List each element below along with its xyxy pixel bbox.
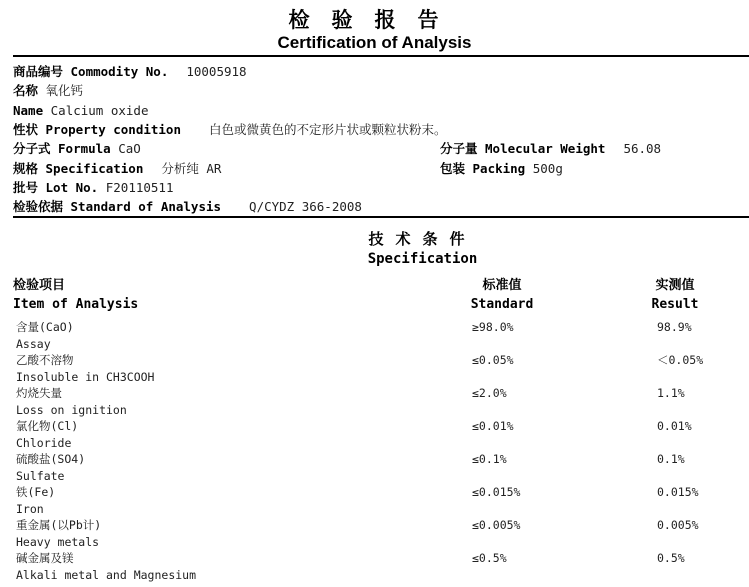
lot-no-row — [13, 179, 173, 197]
standard-label: 检验依据 Standard of Analysis — [13, 199, 222, 214]
standard-value: ≤0.01% — [472, 419, 514, 433]
specification-label: 规格 Specification — [13, 161, 144, 176]
item-en: Insoluble in CH3COOH — [16, 370, 155, 384]
spec-heading-en: Specification — [367, 251, 478, 267]
document-title-cn: 检验报告 — [288, 7, 461, 32]
item-en: Chloride — [16, 436, 72, 450]
result-value: 0.01% — [657, 419, 692, 433]
item-cn: 碱金属及镁 — [16, 551, 74, 565]
item-cn: 铁(Fe) — [16, 485, 56, 499]
commodity-no-value: 10005918 — [186, 64, 247, 79]
item-cn: 含量(CaO) — [16, 320, 74, 334]
standard-value: ≤0.005% — [472, 518, 521, 532]
header-standard-cn: 标准值 — [482, 278, 522, 293]
standard-value: ≤0.05% — [472, 353, 514, 367]
result-value: 0.1% — [657, 452, 685, 466]
item-en: Heavy metals — [16, 535, 100, 549]
name-cn-row — [13, 82, 83, 100]
molecular-weight-row — [440, 140, 661, 158]
molecular-weight-value: 56.08 — [623, 141, 662, 156]
info-divider — [13, 216, 749, 218]
standard-row — [13, 198, 362, 216]
name-en-value: Calcium oxide — [50, 103, 149, 118]
molecular-weight-label: 分子量 Molecular Weight — [440, 141, 606, 156]
spec-heading-cn: 技术条件 — [368, 230, 477, 248]
property-label: 性状 Property condition — [13, 122, 181, 137]
name-en-label: Name — [13, 103, 44, 118]
lot-no-value: F20110511 — [105, 180, 174, 195]
standard-value: ≤0.015% — [472, 485, 521, 499]
formula-row — [13, 140, 141, 158]
packing-value: 500g — [532, 161, 563, 176]
item-en: Alkali metal and Magnesium — [16, 568, 197, 582]
item-cn: 氯化物(Cl) — [16, 419, 79, 433]
result-value: 98.9% — [657, 320, 692, 334]
item-cn: 乙酸不溶物 — [16, 353, 74, 367]
item-cn: 重金属(以Pb计) — [16, 518, 102, 532]
name-en-row — [13, 102, 148, 120]
standard-value: ≥98.0% — [472, 320, 514, 334]
standard-value: ≤0.5% — [472, 551, 507, 565]
result-value: 1.1% — [657, 386, 685, 400]
commodity-no-label: 商品编号 Commodity No. — [13, 64, 169, 79]
commodity-no-row — [13, 63, 247, 81]
title-divider — [13, 55, 749, 57]
name-cn-label: 名称 — [13, 83, 39, 98]
specification-row — [13, 160, 221, 178]
result-value: ＜0.05% — [657, 353, 704, 367]
header-item-en: Item of Analysis — [13, 297, 139, 312]
item-en: Iron — [16, 502, 44, 516]
packing-row — [440, 160, 563, 178]
header-result-cn: 实测值 — [655, 278, 695, 293]
header-result-en: Result — [651, 297, 699, 312]
item-en: Sulfate — [16, 469, 65, 483]
item-cn: 灼烧失量 — [16, 386, 62, 400]
packing-label: 包装 Packing — [440, 161, 526, 176]
formula-value: CaO — [118, 141, 141, 156]
standard-value: ≤2.0% — [472, 386, 507, 400]
header-standard-en: Standard — [470, 297, 534, 312]
item-cn: 硫酸盐(SO4) — [16, 452, 86, 466]
header-item-cn: 检验项目 — [13, 278, 66, 293]
lot-no-label: 批号 Lot No. — [13, 180, 99, 195]
name-cn-value: 氧化钙 — [45, 83, 84, 98]
formula-label: 分子式 Formula — [13, 141, 111, 156]
result-value: 0.005% — [657, 518, 699, 532]
result-value: 0.015% — [657, 485, 699, 499]
result-value: 0.5% — [657, 551, 685, 565]
item-en: Assay — [16, 337, 51, 351]
property-row — [13, 121, 447, 139]
standard-value: ≤0.1% — [472, 452, 507, 466]
specification-value: 分析纯 AR — [161, 161, 222, 176]
property-value: 白色或微黄色的不定形片状或颗粒状粉末。 — [209, 122, 447, 137]
item-en: Loss on ignition — [16, 403, 127, 417]
standard-value: Q/CYDZ 366-2008 — [249, 199, 362, 214]
document-title-en: Certification of Analysis — [277, 33, 472, 52]
